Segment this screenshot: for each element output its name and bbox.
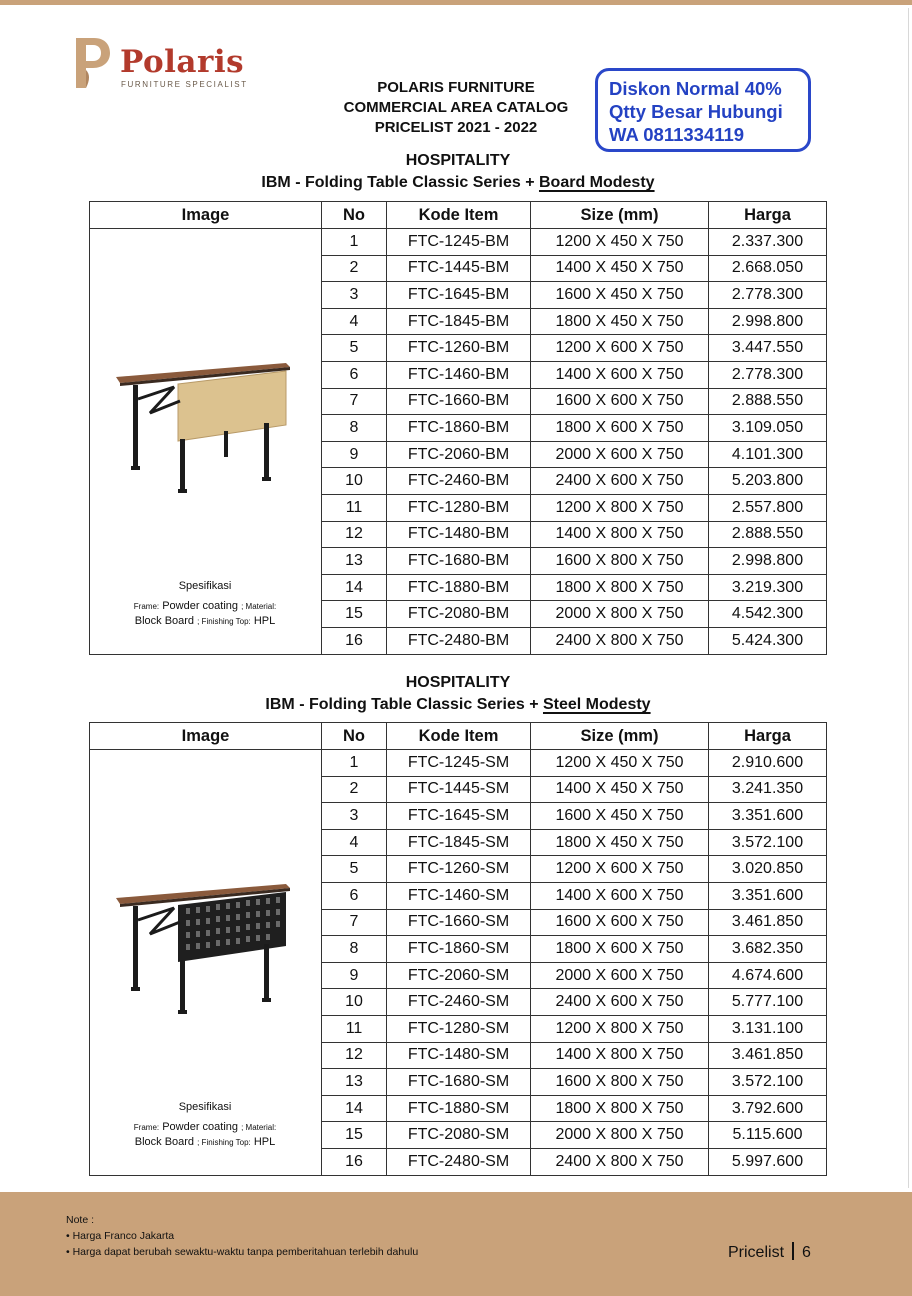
cell-no: 3 — [322, 282, 387, 309]
spec-heading: Spesifikasi — [178, 580, 232, 592]
cell-no: 13 — [322, 1069, 387, 1096]
cell-kode-item: FTC-1645-SM — [387, 803, 531, 830]
cell-size: 1200 X 600 X 750 — [531, 856, 709, 883]
cell-kode-item: FTC-1245-SM — [387, 750, 531, 777]
cell-no: 4 — [322, 829, 387, 856]
cell-kode-item: FTC-1680-BM — [387, 548, 531, 575]
cell-no: 4 — [322, 308, 387, 335]
product-specification — [90, 1100, 320, 1150]
cell-no: 2 — [322, 776, 387, 803]
cell-harga: 2.337.300 — [709, 229, 827, 256]
section-2-title-prefix: IBM - Folding Table Classic Series + — [265, 696, 543, 713]
cell-no: 16 — [322, 1148, 387, 1175]
cell-harga: 3.020.850 — [709, 856, 827, 883]
cell-size: 2000 X 600 X 750 — [531, 962, 709, 989]
cell-size: 1600 X 450 X 750 — [531, 803, 709, 830]
cell-size: 1600 X 450 X 750 — [531, 282, 709, 309]
folding-table-steel-modesty-image — [114, 874, 294, 1024]
page-footer — [0, 1192, 912, 1296]
cell-no: 16 — [322, 627, 387, 654]
cell-kode-item: FTC-1880-BM — [387, 574, 531, 601]
cell-kode-item: FTC-2460-BM — [387, 468, 531, 495]
section-2-product — [90, 694, 826, 716]
cell-size: 1600 X 600 X 750 — [531, 388, 709, 415]
cell-harga: 3.572.100 — [709, 829, 827, 856]
cell-size: 1600 X 600 X 750 — [531, 909, 709, 936]
product-image-cell — [90, 229, 322, 655]
cell-harga: 2.557.800 — [709, 494, 827, 521]
cell-harga: 2.888.550 — [709, 388, 827, 415]
cell-kode-item: FTC-2480-SM — [387, 1148, 531, 1175]
cell-no: 5 — [322, 335, 387, 362]
col-header-image: Image — [90, 202, 322, 229]
page-edge-rule — [908, 8, 909, 1188]
cell-kode-item: FTC-2460-SM — [387, 989, 531, 1016]
catalog-header — [300, 78, 612, 138]
cell-kode-item: FTC-1845-SM — [387, 829, 531, 856]
cell-harga: 3.792.600 — [709, 1095, 827, 1122]
cell-no: 14 — [322, 1095, 387, 1122]
cell-harga: 4.542.300 — [709, 601, 827, 628]
section-1-product — [90, 172, 826, 194]
cell-harga: 2.910.600 — [709, 750, 827, 777]
cell-no: 7 — [322, 909, 387, 936]
cell-size: 2000 X 600 X 750 — [531, 441, 709, 468]
polaris-logo — [72, 36, 252, 96]
pricelist-table-steel-modesty — [89, 722, 827, 1176]
section-1-category: HOSPITALITY — [405, 152, 511, 169]
cell-kode-item: FTC-1460-SM — [387, 882, 531, 909]
section-1-title — [90, 150, 826, 194]
cell-kode-item: FTC-1260-BM — [387, 335, 531, 362]
cell-no: 10 — [322, 468, 387, 495]
cell-no: 5 — [322, 856, 387, 883]
cell-harga: 3.682.350 — [709, 936, 827, 963]
col-header-kode-item: Kode Item — [387, 202, 531, 229]
note-item: • Harga Franco Jakarta — [66, 1230, 175, 1242]
cell-harga: 3.461.850 — [709, 1042, 827, 1069]
col-header-no: No — [322, 723, 387, 750]
table-row — [90, 750, 827, 777]
page-number: 6 — [802, 1244, 811, 1261]
cell-size: 1600 X 800 X 750 — [531, 1069, 709, 1096]
cell-kode-item: FTC-1645-BM — [387, 282, 531, 309]
cell-harga: 2.668.050 — [709, 255, 827, 282]
section-2-title-underlined: Steel Modesty — [542, 696, 651, 713]
cell-harga: 3.351.600 — [709, 882, 827, 909]
cell-harga: 3.572.100 — [709, 1069, 827, 1096]
section-2-title — [90, 672, 826, 716]
cell-no: 15 — [322, 1122, 387, 1149]
cell-harga: 2.778.300 — [709, 282, 827, 309]
cell-kode-item: FTC-1445-SM — [387, 776, 531, 803]
cell-harga: 3.109.050 — [709, 415, 827, 442]
cell-kode-item: FTC-1480-BM — [387, 521, 531, 548]
table-header-row — [90, 723, 827, 750]
cell-size: 1400 X 600 X 750 — [531, 361, 709, 388]
cell-size: 2400 X 600 X 750 — [531, 989, 709, 1016]
cell-size: 1200 X 800 X 750 — [531, 1015, 709, 1042]
cell-kode-item: FTC-2080-BM — [387, 601, 531, 628]
cell-harga: 5.203.800 — [709, 468, 827, 495]
cell-kode-item: FTC-2060-SM — [387, 962, 531, 989]
header-pricelist: PRICELIST 2021 - 2022 — [374, 119, 538, 136]
pricelist-table-board-modesty — [89, 201, 827, 655]
cell-size: 1400 X 450 X 750 — [531, 776, 709, 803]
cell-size: 1200 X 450 X 750 — [531, 229, 709, 256]
cell-kode-item: FTC-1660-SM — [387, 909, 531, 936]
cell-no: 8 — [322, 936, 387, 963]
section-2-category: HOSPITALITY — [405, 674, 511, 691]
cell-size: 1200 X 600 X 750 — [531, 335, 709, 362]
cell-size: 2400 X 600 X 750 — [531, 468, 709, 495]
cell-harga: 4.101.300 — [709, 441, 827, 468]
cell-harga: 3.447.550 — [709, 335, 827, 362]
cell-harga: 5.115.600 — [709, 1122, 827, 1149]
cell-kode-item: FTC-1880-SM — [387, 1095, 531, 1122]
spec-details: Frame: Powder coating ; Material: Block Board ; Finishing Top: HPL — [133, 600, 277, 627]
cell-kode-item: FTC-1460-BM — [387, 361, 531, 388]
page-label: Pricelist — [728, 1244, 785, 1261]
section-1-title-prefix: IBM - Folding Table Classic Series + — [261, 174, 539, 191]
cell-harga: 3.241.350 — [709, 776, 827, 803]
section-1-title-underlined: Board Modesty — [538, 174, 655, 191]
cell-harga: 3.351.600 — [709, 803, 827, 830]
cell-size: 1400 X 600 X 750 — [531, 882, 709, 909]
cell-no: 14 — [322, 574, 387, 601]
cell-size: 1200 X 800 X 750 — [531, 494, 709, 521]
header-company: POLARIS FURNITURE — [377, 79, 535, 96]
cell-size: 1800 X 600 X 750 — [531, 415, 709, 442]
cell-harga: 2.778.300 — [709, 361, 827, 388]
discount-line-2: Qtty Besar Hubungi — [609, 101, 783, 122]
cell-no: 13 — [322, 548, 387, 575]
logo-p-monogram-icon — [72, 36, 112, 90]
cell-size: 1600 X 800 X 750 — [531, 548, 709, 575]
page-separator — [792, 1242, 794, 1260]
top-accent-bar — [0, 0, 912, 5]
note-item: • Harga dapat berubah sewaktu-waktu tanpa pemberitahuan terlebih dahulu — [66, 1246, 419, 1258]
cell-size: 1400 X 450 X 750 — [531, 255, 709, 282]
cell-harga: 5.777.100 — [709, 989, 827, 1016]
cell-no: 3 — [322, 803, 387, 830]
cell-no: 11 — [322, 494, 387, 521]
cell-no: 6 — [322, 882, 387, 909]
cell-no: 1 — [322, 229, 387, 256]
cell-kode-item: FTC-1280-SM — [387, 1015, 531, 1042]
discount-line-3: WA 0811334119 — [609, 124, 745, 145]
cell-kode-item: FTC-1860-BM — [387, 415, 531, 442]
cell-size: 1800 X 800 X 750 — [531, 574, 709, 601]
cell-no: 9 — [322, 441, 387, 468]
cell-no: 9 — [322, 962, 387, 989]
cell-harga: 5.997.600 — [709, 1148, 827, 1175]
cell-kode-item: FTC-1660-BM — [387, 388, 531, 415]
table-row — [90, 229, 827, 256]
discount-callout — [595, 68, 811, 152]
col-header-harga: Harga — [709, 202, 827, 229]
cell-size: 2400 X 800 X 750 — [531, 627, 709, 654]
cell-kode-item: FTC-2060-BM — [387, 441, 531, 468]
cell-size: 1200 X 450 X 750 — [531, 750, 709, 777]
footer-notes — [66, 1212, 418, 1260]
cell-kode-item: FTC-1245-BM — [387, 229, 531, 256]
table-header-row — [90, 202, 827, 229]
product-image-cell — [90, 750, 322, 1176]
cell-kode-item: FTC-1680-SM — [387, 1069, 531, 1096]
discount-line-1: Diskon Normal 40% — [609, 78, 782, 99]
cell-no: 10 — [322, 989, 387, 1016]
cell-harga: 5.424.300 — [709, 627, 827, 654]
col-header-image: Image — [90, 723, 322, 750]
spec-details: Frame: Powder coating ; Material: Block Board ; Finishing Top: HPL — [133, 1121, 277, 1148]
cell-kode-item: FTC-1860-SM — [387, 936, 531, 963]
col-header-kode-item: Kode Item — [387, 723, 531, 750]
cell-harga: 2.888.550 — [709, 521, 827, 548]
col-header-size: Size (mm) — [531, 202, 709, 229]
cell-kode-item: FTC-2080-SM — [387, 1122, 531, 1149]
col-header-size: Size (mm) — [531, 723, 709, 750]
col-header-no: No — [322, 202, 387, 229]
cell-harga: 3.131.100 — [709, 1015, 827, 1042]
logo-tagline: FURNITURE SPECIALIST — [121, 80, 248, 89]
cell-no: 12 — [322, 521, 387, 548]
cell-harga: 4.674.600 — [709, 962, 827, 989]
cell-kode-item: FTC-2480-BM — [387, 627, 531, 654]
cell-no: 15 — [322, 601, 387, 628]
cell-kode-item: FTC-1445-BM — [387, 255, 531, 282]
cell-harga: 3.461.850 — [709, 909, 827, 936]
cell-no: 6 — [322, 361, 387, 388]
cell-no: 11 — [322, 1015, 387, 1042]
cell-harga: 2.998.800 — [709, 308, 827, 335]
cell-size: 1800 X 600 X 750 — [531, 936, 709, 963]
cell-no: 8 — [322, 415, 387, 442]
page-number-block — [728, 1242, 811, 1262]
cell-kode-item: FTC-1480-SM — [387, 1042, 531, 1069]
cell-no: 1 — [322, 750, 387, 777]
cell-kode-item: FTC-1845-BM — [387, 308, 531, 335]
cell-size: 2000 X 800 X 750 — [531, 601, 709, 628]
cell-kode-item: FTC-1280-BM — [387, 494, 531, 521]
cell-no: 2 — [322, 255, 387, 282]
cell-harga: 2.998.800 — [709, 548, 827, 575]
cell-no: 7 — [322, 388, 387, 415]
logo-wordmark: Polaris — [120, 44, 245, 80]
folding-table-board-modesty-image — [114, 353, 294, 503]
header-catalog: COMMERCIAL AREA CATALOG — [343, 99, 569, 116]
cell-no: 12 — [322, 1042, 387, 1069]
col-header-harga: Harga — [709, 723, 827, 750]
cell-size: 1400 X 800 X 750 — [531, 1042, 709, 1069]
cell-size: 1400 X 800 X 750 — [531, 521, 709, 548]
cell-size: 1800 X 450 X 750 — [531, 829, 709, 856]
cell-size: 2400 X 800 X 750 — [531, 1148, 709, 1175]
product-specification — [90, 579, 320, 629]
cell-size: 2000 X 800 X 750 — [531, 1122, 709, 1149]
note-heading: Note : — [66, 1214, 95, 1226]
cell-harga: 3.219.300 — [709, 574, 827, 601]
cell-size: 1800 X 800 X 750 — [531, 1095, 709, 1122]
spec-heading: Spesifikasi — [178, 1101, 232, 1113]
cell-size: 1800 X 450 X 750 — [531, 308, 709, 335]
cell-kode-item: FTC-1260-SM — [387, 856, 531, 883]
